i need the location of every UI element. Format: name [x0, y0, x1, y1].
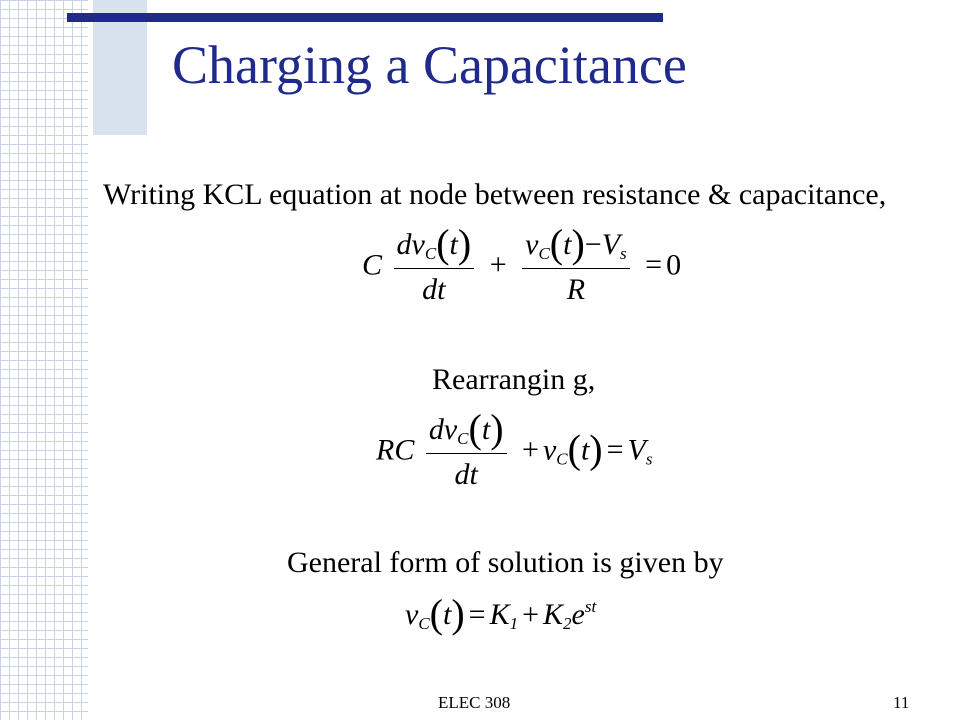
eq1-den2: R [522, 268, 630, 307]
eq1-fraction-2: $\frac{v_C(t)-V_s}{R}$ [522, 228, 630, 307]
rearranging-text: Rearrangin g, [432, 363, 596, 396]
eq1-t2: t [563, 228, 572, 261]
kcl-intro-text: Writing KCL equation at node between resistance & capacitance, [103, 178, 887, 211]
eq2-fraction: $\frac{dv_C(t)}{dt}$ [426, 413, 507, 492]
eq3-k2: K [543, 598, 564, 631]
eq3-v: v [405, 598, 419, 631]
eq2-den: dt [426, 453, 507, 492]
eq1-den1: dt [394, 268, 475, 307]
eq1-vs: V [601, 228, 621, 261]
eq3-t: t [443, 598, 452, 631]
eq1-vs-sub: s [620, 244, 627, 263]
eq3-exponent: st [584, 597, 597, 616]
eq1-sub2: C [538, 244, 550, 263]
eq1-t1: t [449, 228, 458, 261]
footer-course: ELEC 308 [438, 693, 511, 712]
general-form-text: General form of solution is given by [287, 546, 724, 579]
footer-page-number: 11 [893, 693, 910, 712]
eq2-num: dv [428, 413, 458, 446]
slide-title: Charging a Capacitance [172, 35, 687, 95]
eq1-minus: − [584, 228, 602, 261]
eq2-t1: t [481, 413, 491, 446]
solution-equation: $v_C(t) = K_1 + K_2e^{st}$ [405, 591, 597, 636]
kcl-equation [362, 221, 682, 307]
eq1-fraction-1: $\frac{dv_C(t)}{dt}$ [394, 228, 475, 307]
eq3-v-sub: C [418, 614, 430, 633]
eq2-vs: V [627, 433, 646, 467]
eq2-rc: RC [376, 433, 415, 467]
eq3-k1-sub: 1 [509, 614, 519, 633]
title-rule [67, 13, 663, 22]
eq2-sub: C [457, 429, 469, 448]
eq3-k2-sub: 2 [563, 614, 572, 633]
eq2-v-sub: C [556, 449, 568, 469]
eq2-vs-sub: s [645, 449, 653, 469]
eq3-plus: + [522, 598, 540, 631]
eq2-equals: = [606, 433, 624, 467]
eq3-e: e [571, 598, 585, 631]
eq2-v: v [542, 433, 557, 467]
eq2-t2: t [580, 433, 590, 467]
eq1-num1: dv [396, 228, 425, 261]
eq1-c: C [362, 248, 383, 282]
eq1-equals: = [645, 248, 663, 282]
decorative-grid-strip [0, 0, 88, 720]
eq1-zero: 0 [666, 248, 682, 282]
rearranged-equation: RC $\frac{dv_C(t)}{dt}$ + $v_C(t) = V_s$ [376, 406, 653, 491]
eq2-plus: + [522, 433, 539, 467]
eq3-k1: K [489, 598, 510, 631]
eq1-sub1: C [424, 244, 437, 263]
eq1-num2: v [525, 228, 539, 261]
eq1-plus: + [489, 248, 507, 282]
eq3-equals: = [468, 598, 486, 631]
